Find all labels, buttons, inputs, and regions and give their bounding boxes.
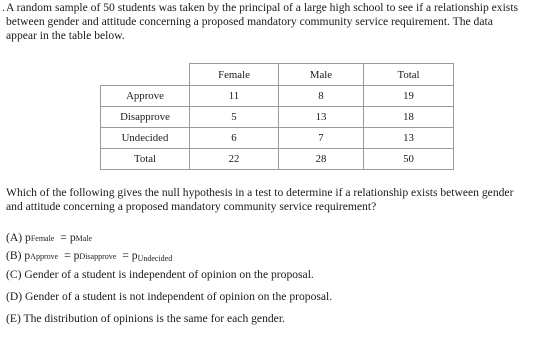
table-cell: 7 (279, 128, 364, 149)
choice-b[interactable] (6, 249, 172, 266)
choice-a-label: (A) (6, 231, 23, 244)
row-label: Undecided (101, 128, 190, 149)
lead-mark: . (2, 0, 5, 14)
question-text: Which of the following gives the null hypothesis in a test to determine if a relationship exists between gender and attitude concerning a proposed mandatory community service requirement? (6, 186, 514, 213)
table-cell: 11 (190, 86, 279, 107)
choice-d[interactable]: (D) Gender of a student is not independent of opinion on the proposal. (6, 290, 333, 303)
table-row-undecided (101, 128, 454, 149)
equals-sign: = (64, 249, 71, 262)
intro-paragraph: A random sample of 50 students was taken by the principal of a large high school to see if a relationship exists between gender and attitude concerning a proposed mandatory community service requirement. The data appear in the table below. (6, 1, 519, 42)
equals-sign: = (122, 249, 129, 262)
table-row-total (101, 149, 454, 170)
choice-c[interactable]: (C) Gender of a student is independent of opinion on the proposal. (6, 268, 314, 281)
column-header-male: Male (279, 64, 364, 86)
p-symbol: p (24, 249, 31, 262)
table-cell: 50 (364, 149, 454, 170)
column-header-female: Female (190, 64, 279, 86)
table-cell: 18 (364, 107, 454, 128)
subscript-male: Male (75, 234, 93, 243)
p-symbol: p (73, 249, 80, 262)
table-header-row (101, 64, 454, 86)
table-cell: 22 (190, 149, 279, 170)
table-cell: 5 (190, 107, 279, 128)
table-corner-cell (101, 64, 190, 86)
contingency-table (100, 63, 454, 170)
subscript-female: Female (30, 234, 55, 243)
table-row-disapprove (101, 107, 454, 128)
choice-e[interactable]: (E) The distribution of opinions is the same for each gender. (6, 312, 285, 325)
table-cell: 28 (279, 149, 364, 170)
choice-b-label: (B) (6, 249, 22, 262)
choice-a[interactable] (6, 231, 92, 246)
row-label: Total (101, 149, 190, 170)
p-symbol: p (25, 231, 31, 244)
table-row-approve (101, 86, 454, 107)
p-symbol: p (131, 249, 138, 262)
table-cell: 8 (279, 86, 364, 107)
table-cell: 13 (279, 107, 364, 128)
table-cell: 13 (364, 128, 454, 149)
subscript-disapprove: Disapprove (79, 252, 117, 261)
equals-sign: = (60, 231, 67, 244)
p-symbol: p (69, 231, 76, 244)
table-cell: 19 (364, 86, 454, 107)
row-label: Approve (101, 86, 190, 107)
subscript-undecided: Undecided (137, 254, 173, 263)
subscript-approve: Approve (30, 252, 59, 261)
table-cell: 6 (190, 128, 279, 149)
column-header-total: Total (364, 64, 454, 86)
row-label: Disapprove (101, 107, 190, 128)
